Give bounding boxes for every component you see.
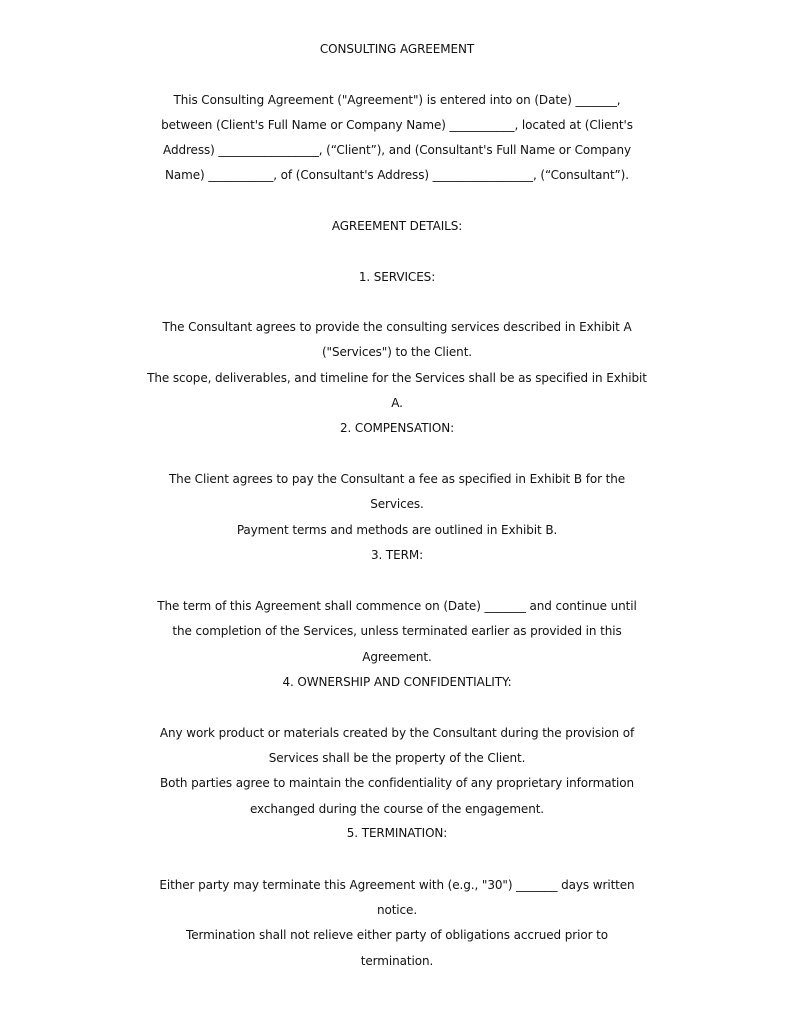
- term-line: Agreement.: [362, 650, 432, 664]
- termination-heading: 5. TERMINATION:: [346, 826, 448, 840]
- term-line: The term of this Agreement shall commence on (Date) _______ and continue until: [157, 599, 637, 613]
- intro-line: This Consulting Agreement ("Agreement") is entered into on (Date) _______,: [173, 93, 621, 107]
- intro-line: between (Client's Full Name or Company Name) ___________, located at (Client's: [161, 118, 633, 132]
- ownership-line: Both parties agree to maintain the confidentiality of any proprietary information: [159, 776, 635, 790]
- services-line: The Consultant agrees to provide the consulting services described in Exhibit A: [162, 320, 632, 334]
- ownership-line: Services shall be the property of the Client.: [268, 751, 526, 765]
- termination-line: notice.: [376, 903, 418, 917]
- services-line: A.: [391, 396, 403, 410]
- ownership-line: exchanged during the course of the engagement.: [249, 802, 545, 816]
- termination-line: Termination shall not relieve either party of obligations accrued prior to: [186, 928, 608, 942]
- document-title: CONSULTING AGREEMENT: [319, 42, 475, 56]
- intro-line: Address) _________________, (“Client”), and (Consultant's Full Name or Company: [163, 143, 631, 157]
- compensation-line: Payment terms and methods are outlined in Exhibit B.: [236, 523, 558, 537]
- compensation-line: Services.: [370, 497, 424, 511]
- termination-line: termination.: [360, 954, 434, 968]
- compensation-heading: 2. COMPENSATION:: [339, 421, 455, 435]
- services-heading: 1. SERVICES:: [358, 270, 436, 284]
- services-line: ("Services") to the Client.: [321, 345, 473, 359]
- term-line: the completion of the Services, unless terminated earlier as provided in this: [172, 624, 622, 638]
- intro-line: Name) ___________, of (Consultant's Address) _________________, (“Consultant”).: [165, 168, 629, 182]
- ownership-heading: 4. OWNERSHIP AND CONFIDENTIALITY:: [282, 675, 512, 689]
- compensation-line: The Client agrees to pay the Consultant a fee as specified in Exhibit B for the: [168, 472, 626, 486]
- services-line: The scope, deliverables, and timeline for the Services shall be as specified in Exhibit: [147, 371, 647, 385]
- ownership-line: Any work product or materials created by the Consultant during the provision of: [159, 726, 635, 740]
- details-heading: AGREEMENT DETAILS:: [331, 219, 463, 233]
- termination-line: Either party may terminate this Agreement with (e.g., "30") _______ days written: [159, 878, 635, 892]
- term-heading: 3. TERM:: [370, 548, 424, 562]
